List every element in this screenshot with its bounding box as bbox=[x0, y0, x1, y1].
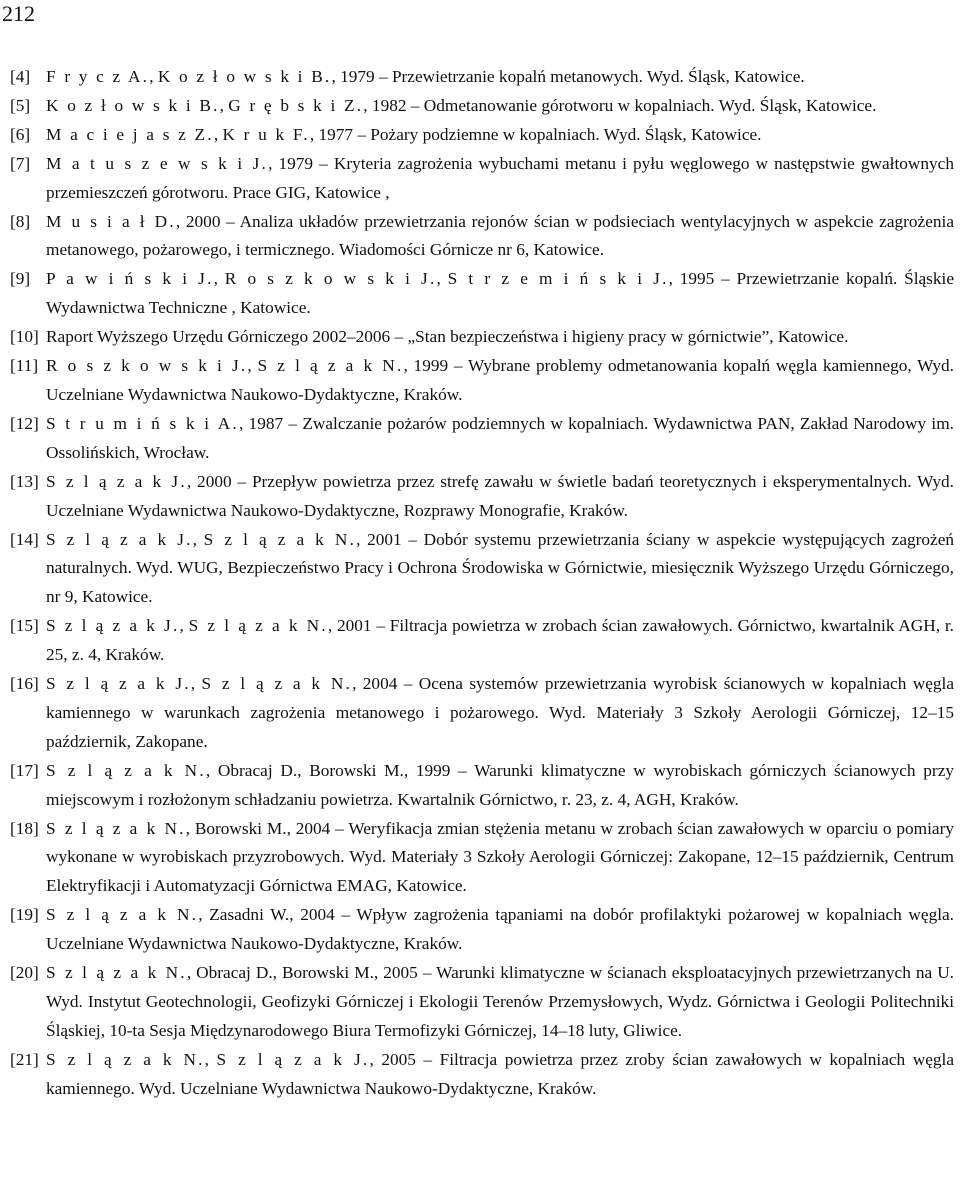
reference-item bbox=[10, 323, 954, 352]
author-name: K r u k F. bbox=[222, 124, 310, 144]
citation-text: , bbox=[149, 67, 158, 86]
reference-item bbox=[10, 901, 954, 959]
citation-text: , 2001 – Filtracja powietrza w zrobach ścian zawałowych. Górnictwo, kwartalnik AGH, r. 25, z. 4, Kraków. bbox=[46, 616, 954, 665]
citation-text: , 2000 – Przepływ powietrza przez strefę zawału w świetle badań teoretycznych i eksperymentalnych. Wyd. Uczelniane Wydawnictwa Naukowo-Dydaktyczne, Rozprawy Monografie, Kraków. bbox=[46, 471, 954, 520]
citation-text: , 2004 – Ocena systemów przewietrzania wyrobisk ścianowych w kopalniach węgla kamiennego w warunkach zagrożenia metanowego i pożarowego. Wyd. Materiały 3 Szkoły Aerologii Górniczej, 12–15 październik, Zakopane. bbox=[46, 674, 954, 751]
author-name: M a t u s z e w s k i J. bbox=[46, 153, 269, 173]
reference-number: [20] bbox=[10, 963, 39, 983]
citation-text: , bbox=[179, 616, 189, 636]
citation-text: , bbox=[213, 269, 225, 289]
author-name: S z l ą z a k N. bbox=[201, 674, 353, 694]
reference-number: [12] bbox=[10, 413, 39, 433]
reference-text bbox=[46, 154, 954, 202]
citation-text: Raport Wyższego Urzędu Górniczego 2002–2006 – „Stan bezpieczeństwa i higieny pracy w górnictwie”, Katowice. bbox=[46, 327, 849, 347]
reference-item bbox=[10, 815, 954, 902]
reference-text bbox=[46, 674, 954, 751]
reference-item bbox=[10, 150, 954, 208]
reference-item bbox=[10, 265, 954, 323]
citation-text: , Obracaj D., Borowski M., 1999 – Warunki klimatyczne w wyrobiskach górniczych ścianowych przy miejscowym i rozłożonym schładzaniu powietrza. Kwartalnik Górnictwo, r. 23, z. 4, AGH, Kraków. bbox=[46, 760, 955, 809]
reference-number: [8] bbox=[10, 211, 31, 231]
reference-text bbox=[46, 616, 954, 664]
reference-item bbox=[10, 63, 954, 92]
author-name: S z l ą z a k N. bbox=[46, 963, 187, 983]
reference-item bbox=[10, 410, 954, 468]
reference-item bbox=[10, 352, 954, 410]
author-name: K o z ł o w s k i B. bbox=[46, 95, 220, 115]
reference-text bbox=[46, 530, 954, 607]
reference-text bbox=[46, 212, 954, 260]
author-name: S z l ą z a k N. bbox=[46, 818, 186, 838]
author-name: S z l ą z a k J. bbox=[46, 674, 191, 694]
reference-number: [5] bbox=[10, 95, 31, 115]
reference-text bbox=[46, 472, 954, 520]
citation-text: , 1979 – Kryteria zagrożenia wybuchami metanu i pyłu węglowego w następstwie gwałtownych przemieszczeń górotworu. Prace GIG, Katowice , bbox=[46, 153, 954, 202]
citation-text: , 1977 – Pożary podziemne w kopalniach. Wyd. Śląsk, Katowice. bbox=[309, 124, 762, 144]
author-name: M a c i e j a s z Z. bbox=[46, 124, 214, 144]
author-name: S z l ą z a k N. bbox=[46, 905, 199, 925]
citation-text: , bbox=[219, 95, 229, 115]
reference-number: [14] bbox=[10, 529, 39, 549]
reference-number: [15] bbox=[10, 616, 39, 636]
reference-text bbox=[46, 819, 954, 896]
reference-text bbox=[46, 269, 954, 317]
reference-item bbox=[10, 92, 954, 121]
author-name: R o s z k o w s k i J. bbox=[46, 356, 248, 376]
reference-text bbox=[46, 905, 954, 953]
reference-number: [17] bbox=[10, 760, 39, 780]
reference-text bbox=[46, 125, 762, 144]
author-name: S z l ą z a k N. bbox=[257, 356, 404, 376]
citation-text: , bbox=[247, 356, 258, 376]
author-name: S z l ą z a k N. bbox=[46, 1049, 205, 1069]
reference-item bbox=[10, 468, 954, 526]
author-name: P a w i ń s k i J. bbox=[46, 269, 214, 289]
citation-text: , 1982 – Odmetanowanie górotworu w kopalniach. Wyd. Śląsk, Katowice. bbox=[363, 95, 877, 115]
reference-item bbox=[10, 757, 954, 815]
author-name: S z l ą z a k N. bbox=[203, 529, 357, 549]
author-name: K o z ł o w s k i B. bbox=[157, 67, 332, 86]
author-name: R o s z k o w s k i J. bbox=[224, 269, 437, 289]
author-name: S z l ą z a k J. bbox=[46, 529, 193, 549]
page-number: 212 bbox=[2, 1, 35, 26]
citation-text: , Zasadni W., 2004 – Wpływ zagrożenia tąpaniami na dobór profilaktyki pożarowej w kopalniach węgla. Uczelniane Wydawnictwa Naukowo-Dydaktyczne, Kraków. bbox=[46, 905, 954, 954]
reference-text bbox=[46, 327, 848, 346]
reference-number: [6] bbox=[10, 124, 31, 144]
reference-number: [10] bbox=[10, 327, 39, 347]
reference-number: [21] bbox=[10, 1049, 39, 1069]
citation-text: , 2001 – Dobór systemu przewietrzania ściany w aspekcie występujących zagrożeń naturalnych. Wyd. WUG, Bezpieczeństwo Pracy i Ochrona Środowiska w Górnictwie, miesięcznik Wyższego Urzędu Górniczego, nr 9, Katowice. bbox=[46, 529, 955, 607]
reference-number: [19] bbox=[10, 905, 39, 925]
citation-text: , bbox=[192, 529, 204, 549]
citation-text: , 2000 – Analiza układów przewietrzania rejonów ścian w podsieciach wentylacyjnych w aspekcie zagrożenia metanowego, pożarowego, i termicznego. Wiadomości Górnicze nr 6, Katowice. bbox=[46, 211, 955, 260]
reference-text bbox=[46, 356, 954, 404]
author-name: G r ę b s k i Z. bbox=[228, 95, 364, 115]
reference-number: [7] bbox=[10, 153, 31, 173]
author-name: S z l ą z a k N. bbox=[188, 616, 328, 636]
citation-text: , 2005 – Filtracja powietrza przez zroby ścian zawałowych w kopalniach węgla kamiennego. Wyd. Uczelniane Wydawnictwa Naukowo-Dydaktyczne, Kraków. bbox=[46, 1049, 954, 1098]
citation-text: , 1999 – Wybrane problemy odmetanowania kopalń węgla kamiennego, Wyd. Uczelniane Wydawnictwa Naukowo-Dydaktyczne, Kraków. bbox=[46, 356, 954, 404]
reference-text bbox=[46, 96, 876, 115]
citation-text: , bbox=[204, 1049, 217, 1069]
reference-number: [18] bbox=[10, 818, 39, 838]
reference-text bbox=[46, 414, 954, 462]
author-name: S z l ą z a k J. bbox=[46, 471, 187, 491]
citation-text: , Obracaj D., Borowski M., 2005 – Warunki klimatyczne w ścianach eksploatacyjnych przewietrzanych na U. Wyd. Instytut Geotechnologii, Geofizyki Górniczej i Ekologii Terenów Przemysłowych, Wydz. Górnictwa i Geologii Politechniki Śląskiej, 10-ta Sesja Międzynarodowego Biura Termofizyki Górniczej, 14–18 luty, Gliwice. bbox=[46, 963, 954, 1040]
author-name: M u s i a ł D. bbox=[46, 211, 176, 231]
reference-item bbox=[10, 526, 954, 613]
citation-text: , bbox=[436, 269, 448, 289]
reference-text bbox=[46, 67, 805, 86]
reference-number: [9] bbox=[10, 269, 31, 289]
reference-number: [4] bbox=[10, 67, 31, 86]
reference-item bbox=[10, 121, 954, 150]
reference-item bbox=[10, 1046, 954, 1104]
reference-text bbox=[46, 761, 954, 809]
reference-number: [16] bbox=[10, 674, 39, 694]
citation-text: , 1987 – Zwalczanie pożarów podziemnych w kopalniach. Wydawnictwa PAN, Zakład Narodowy im. Ossolińskich, Wrocław. bbox=[46, 413, 954, 462]
reference-item bbox=[10, 959, 954, 1046]
reference-text bbox=[46, 963, 954, 1040]
citation-text: , Borowski M., 2004 – Weryfikacja zmian stężenia metanu w zrobach ścian zawałowych w oparciu o pomiary wykonane w wyrobiskach przyzrobowych. Wyd. Materiały 3 Szkoły Aerologii Górniczej: Zakopane, 12–15 październik, Centrum Elektryfikacji i Automatyzacji Górnictwa EMAG, Katowice. bbox=[46, 818, 954, 896]
author-name: S t r z e m i ń s k i J. bbox=[447, 269, 669, 289]
author-name: S z l ą z a k J. bbox=[46, 616, 180, 636]
citation-text: , 1979 – Przewietrzanie kopalń metanowych. Wyd. Śląsk, Katowice. bbox=[331, 67, 805, 86]
citation-text: , bbox=[213, 124, 223, 144]
citation-text: , 1995 – Przewietrzanie kopalń. Śląskie Wydawnictwa Techniczne , Katowice. bbox=[46, 269, 955, 318]
reference-item bbox=[10, 612, 954, 670]
reference-number: [13] bbox=[10, 471, 39, 491]
reference-item bbox=[10, 670, 954, 757]
reference-item bbox=[10, 208, 954, 266]
author-name: S z l ą z a k N. bbox=[46, 760, 206, 780]
author-name: S z l ą z a k J. bbox=[216, 1049, 370, 1069]
reference-text bbox=[46, 1050, 954, 1098]
reference-number: [11] bbox=[10, 356, 39, 376]
author-name: S t r u m i ń s k i A. bbox=[46, 413, 239, 433]
author-name: F r y c z A. bbox=[46, 67, 150, 86]
reference-list bbox=[10, 63, 954, 1104]
citation-text: , bbox=[190, 674, 202, 694]
